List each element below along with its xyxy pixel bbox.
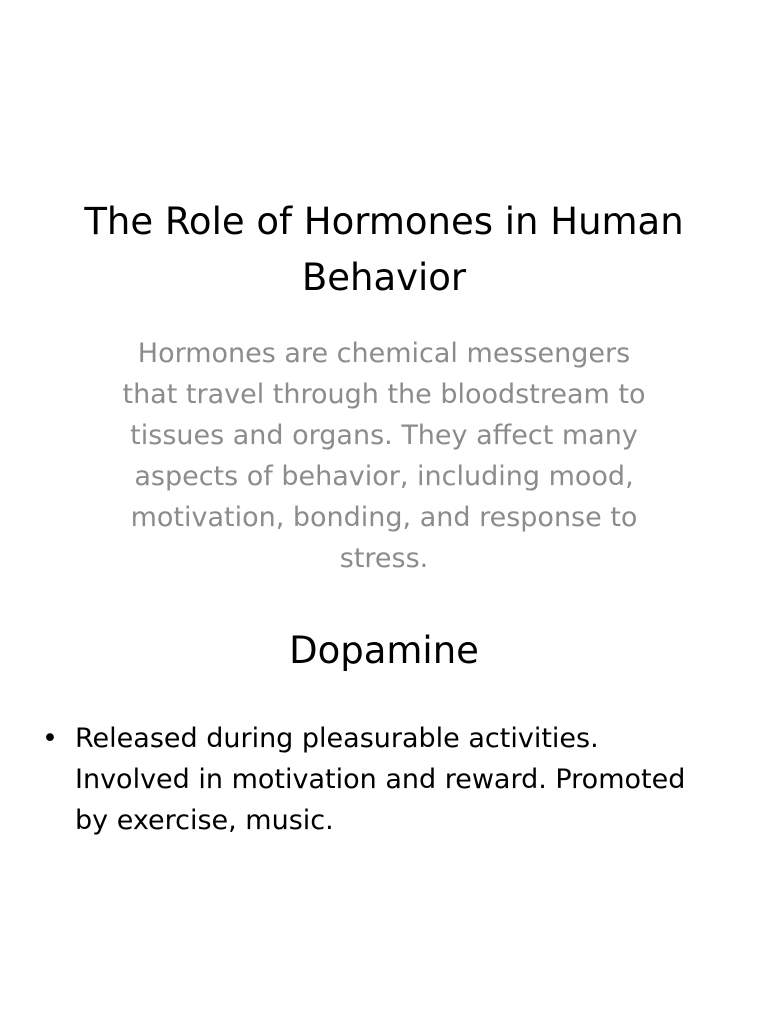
bullet-list	[40, 718, 720, 841]
slide-subtitle: Hormones are chemical messengers that travel through the bloodstream to tissues and organs. They affect many aspects of behavior, including mood, motivation, bonding, and response to stress.	[122, 338, 646, 574]
bullet-icon: •	[42, 723, 58, 754]
slide-title: The Role of Hormones in Human Behavior	[84, 200, 684, 299]
section-heading-dopamine: Dopamine	[289, 629, 479, 672]
list-item	[40, 718, 720, 841]
bullet-text: Released during pleasurable activities. Involved in motivation and reward. Promoted by exercise, music.	[75, 723, 686, 836]
